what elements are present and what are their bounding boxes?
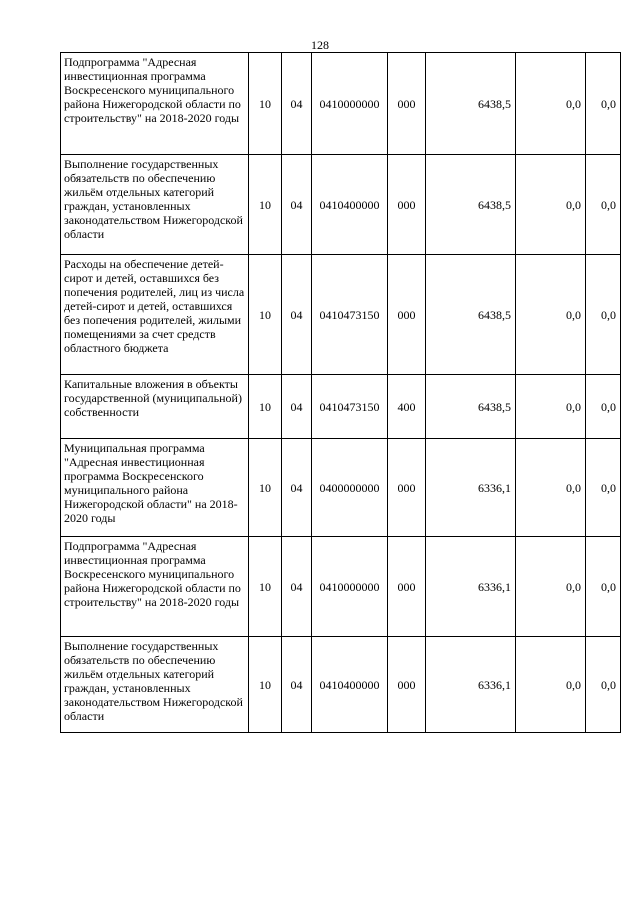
row-name-cell: Подпрограмма "Адресная инвестиционная программа Воскресенского муниципального района Нижегородской области по строительству" на 2018-2020 годы bbox=[61, 53, 249, 155]
row-name-cell: Расходы на обеспечение детей-сирот и детей, оставшихся без попечения родителей, лиц из числа детей-сирот и детей, оставшихся без попечения родителей, жилыми помещениями за счет средств областного бюджета bbox=[61, 255, 249, 375]
amount-cell: 0,0 bbox=[586, 53, 621, 155]
table-row bbox=[61, 637, 621, 733]
subsection-code-cell: 04 bbox=[282, 439, 312, 537]
section-code-cell: 10 bbox=[249, 439, 282, 537]
row-name-cell: Выполнение государственных обязательств по обеспечению жильём отдельных категорий граждан, установленных законодательством Нижегородской области bbox=[61, 155, 249, 255]
row-name-cell: Муниципальная программа "Адресная инвестиционная программа Воскресенского муниципального района Нижегородской области" на 2018-2020 годы bbox=[61, 439, 249, 537]
subsection-code-cell: 04 bbox=[282, 375, 312, 439]
amount-cell: 6438,5 bbox=[426, 375, 516, 439]
amount-cell: 0,0 bbox=[516, 255, 586, 375]
amount-cell: 0,0 bbox=[586, 637, 621, 733]
expense-type-cell: 000 bbox=[388, 439, 426, 537]
section-code-cell: 10 bbox=[249, 375, 282, 439]
target-article-cell: 0410000000 bbox=[312, 53, 388, 155]
table-row bbox=[61, 255, 621, 375]
section-code-cell: 10 bbox=[249, 155, 282, 255]
page-number: 128 bbox=[311, 38, 329, 52]
section-code-cell: 10 bbox=[249, 537, 282, 637]
amount-cell: 0,0 bbox=[516, 53, 586, 155]
amount-cell: 0,0 bbox=[586, 255, 621, 375]
amount-cell: 0,0 bbox=[586, 537, 621, 637]
target-article-cell: 0410473150 bbox=[312, 255, 388, 375]
expense-type-cell: 000 bbox=[388, 155, 426, 255]
target-article-cell: 0410400000 bbox=[312, 637, 388, 733]
section-code-cell: 10 bbox=[249, 255, 282, 375]
table-body bbox=[61, 53, 621, 733]
amount-cell: 6438,5 bbox=[426, 255, 516, 375]
expense-type-cell: 400 bbox=[388, 375, 426, 439]
amount-cell: 0,0 bbox=[586, 439, 621, 537]
amount-cell: 0,0 bbox=[586, 155, 621, 255]
section-code-cell: 10 bbox=[249, 637, 282, 733]
target-article-cell: 0400000000 bbox=[312, 439, 388, 537]
amount-cell: 0,0 bbox=[516, 637, 586, 733]
row-name-cell: Подпрограмма "Адресная инвестиционная программа Воскресенского муниципального района Нижегородской области по строительству" на 2018-2020 годы bbox=[61, 537, 249, 637]
amount-cell: 6336,1 bbox=[426, 637, 516, 733]
target-article-cell: 0410000000 bbox=[312, 537, 388, 637]
target-article-cell: 0410473150 bbox=[312, 375, 388, 439]
amount-cell: 6438,5 bbox=[426, 155, 516, 255]
subsection-code-cell: 04 bbox=[282, 255, 312, 375]
table-row bbox=[61, 439, 621, 537]
row-name-cell: Выполнение государственных обязательств по обеспечению жильём отдельных категорий граждан, установленных законодательством Нижегородской области bbox=[61, 637, 249, 733]
table-row bbox=[61, 537, 621, 637]
subsection-code-cell: 04 bbox=[282, 637, 312, 733]
amount-cell: 0,0 bbox=[516, 375, 586, 439]
table-row bbox=[61, 53, 621, 155]
amount-cell: 6336,1 bbox=[426, 439, 516, 537]
subsection-code-cell: 04 bbox=[282, 53, 312, 155]
subsection-code-cell: 04 bbox=[282, 155, 312, 255]
subsection-code-cell: 04 bbox=[282, 537, 312, 637]
budget-table bbox=[60, 52, 621, 733]
amount-cell: 6438,5 bbox=[426, 53, 516, 155]
amount-cell: 6336,1 bbox=[426, 537, 516, 637]
row-name-cell: Капитальные вложения в объекты государственной (муниципальной) собственности bbox=[61, 375, 249, 439]
table-row bbox=[61, 155, 621, 255]
section-code-cell: 10 bbox=[249, 53, 282, 155]
table-row bbox=[61, 375, 621, 439]
amount-cell: 0,0 bbox=[516, 537, 586, 637]
expense-type-cell: 000 bbox=[388, 637, 426, 733]
amount-cell: 0,0 bbox=[516, 155, 586, 255]
amount-cell: 0,0 bbox=[586, 375, 621, 439]
amount-cell: 0,0 bbox=[516, 439, 586, 537]
target-article-cell: 0410400000 bbox=[312, 155, 388, 255]
expense-type-cell: 000 bbox=[388, 255, 426, 375]
expense-type-cell: 000 bbox=[388, 537, 426, 637]
expense-type-cell: 000 bbox=[388, 53, 426, 155]
